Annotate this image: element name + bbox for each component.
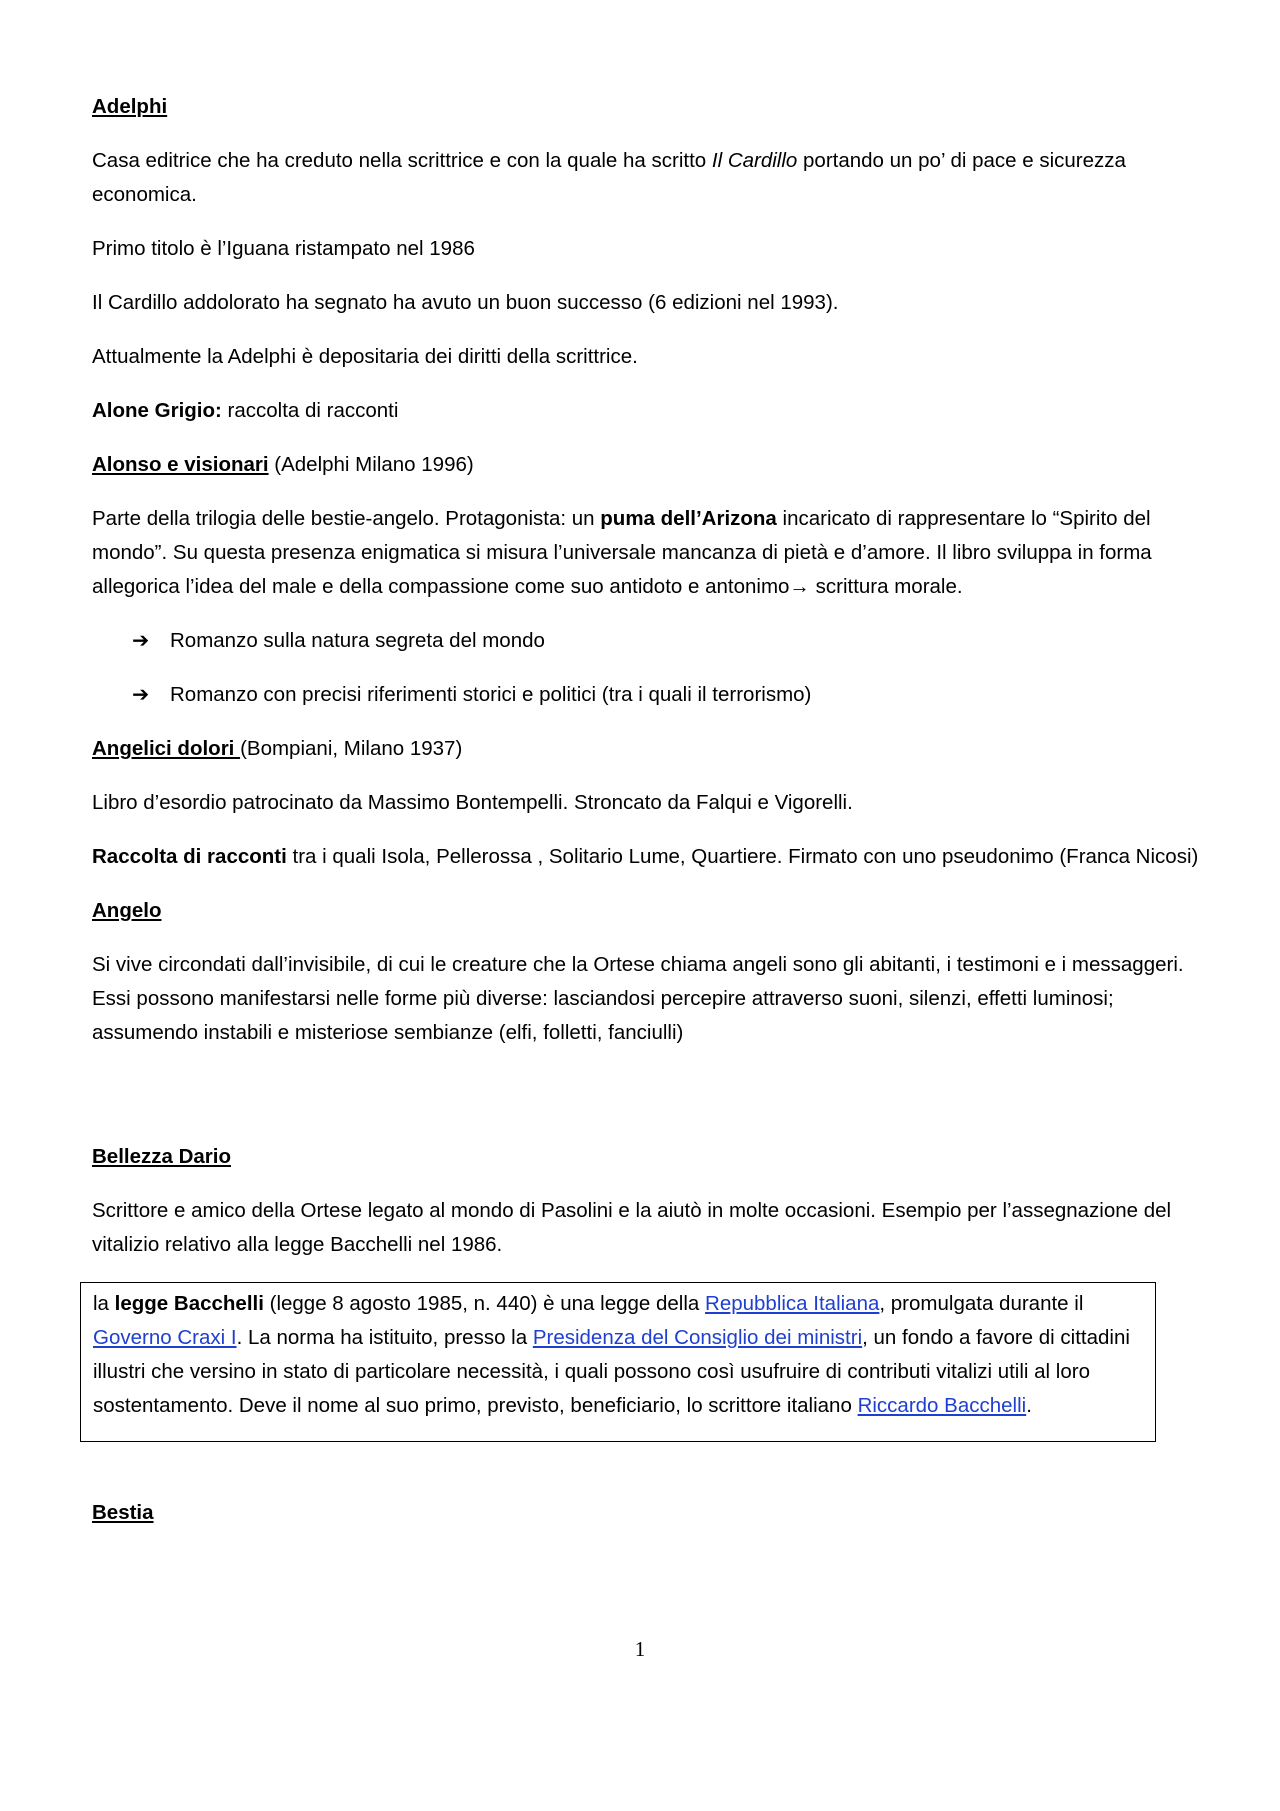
heading-adelphi: Adelphi [92,95,168,118]
heading-angelici-dolori: Angelici dolori (Bompiani, Milano 1937) [92,737,463,760]
paragraph-alone-grigio: Alone Grigio: raccolta di racconti [92,399,399,422]
link-governo-craxi[interactable]: Governo Craxi I [93,1326,237,1349]
page-number: 1 [634,1637,646,1661]
link-repubblica-italiana[interactable]: Repubblica Italiana [705,1292,880,1315]
heading-alonso: Alonso e visionari (Adelphi Milano 1996) [92,453,474,476]
heading-bellezza-dario: Bellezza Dario [92,1145,231,1168]
heading-bestia: Bestia [92,1501,154,1524]
paragraph-adelphi-2: Primo titolo è l’Iguana ristampato nel 1986 [92,237,475,260]
arrow-right-icon: ➔ [132,629,150,652]
link-presidenza-consiglio[interactable]: Presidenza del Consiglio dei ministri [532,1326,863,1349]
heading-angelo: Angelo [92,899,162,922]
list-item: ➔ Romanzo con precisi riferimenti storici e politici (tra i quali il terrorismo) [92,678,1202,712]
paragraph-alonso-1: Parte della trilogia delle bestie-angelo. Protagonista: un puma dell’Arizona incaricato di rappresentare lo “Spirito del mondo”. Su questa presenza enigmatica si misura l’universale mancanza di pietà e d’amore. Il libro sviluppa in forma allegorica l’idea del male e della compassione come suo antidoto e antonimo→ scrittura morale. [92,507,1152,598]
paragraph-bellezza-1: Scrittore e amico della Ortese legato al mondo di Pasolini e la aiutò in molte occasioni. Esempio per l’assegnazione del vitalizio relativo alla legge Bacchelli nel 1986. [92,1199,1172,1256]
link-riccardo-bacchelli[interactable]: Riccardo Bacchelli [857,1394,1027,1417]
paragraph-adelphi-3: Il Cardillo addolorato ha segnato ha avuto un buon successo (6 edizioni nel 1993). [92,291,839,314]
spacer [92,1070,1202,1140]
legge-bacchelli-box: la legge Bacchelli (legge 8 agosto 1985, n. 440) è una legge della Repubblica Italiana, promulgata durante il Governo Craxi I. La norma ha istituito, presso la Presidenza del Consiglio dei ministri, un fondo a favore di cittadini illustri che versino in stato di particolare necessità, i quali possono così usufruire di contributi vitalizi utili al loro sostentamento. Deve il nome al suo primo, previsto, beneficiario, lo scrittore italiano Riccardo Bacchelli. [80,1282,1156,1442]
paragraph-adelphi-1: Casa editrice che ha creduto nella scrittrice e con la quale ha scritto Il Cardillo portando un po’ di pace e sicurezza economica. [92,149,1126,206]
paragraph-angelici-1: Libro d’esordio patrocinato da Massimo Bontempelli. Stroncato da Falqui e Vigorelli. [92,791,853,814]
paragraph-adelphi-4: Attualmente la Adelphi è depositaria dei diritti della scrittrice. [92,345,638,368]
paragraph-angelo-1: Si vive circondati dall’invisibile, di cui le creature che la Ortese chiama angeli sono gli abitanti, i testimoni e i messaggeri. Essi possono manifestarsi nelle forme più diverse: lasciandosi percepire attraverso suoni, silenzi, effetti luminosi; assumendo instabili e misteriose sembianze (elfi, folletti, fanciulli) [92,953,1184,1044]
paragraph-angelici-2: Raccolta di racconti tra i quali Isola, Pellerossa , Solitario Lume, Quartiere. Firmato con uno pseudonimo (Franca Nicosi) [92,845,1199,868]
document-page [92,90,1202,1550]
arrow-right-icon: ➔ [132,683,150,706]
list-item: ➔ Romanzo sulla natura segreta del mondo [92,624,1202,658]
